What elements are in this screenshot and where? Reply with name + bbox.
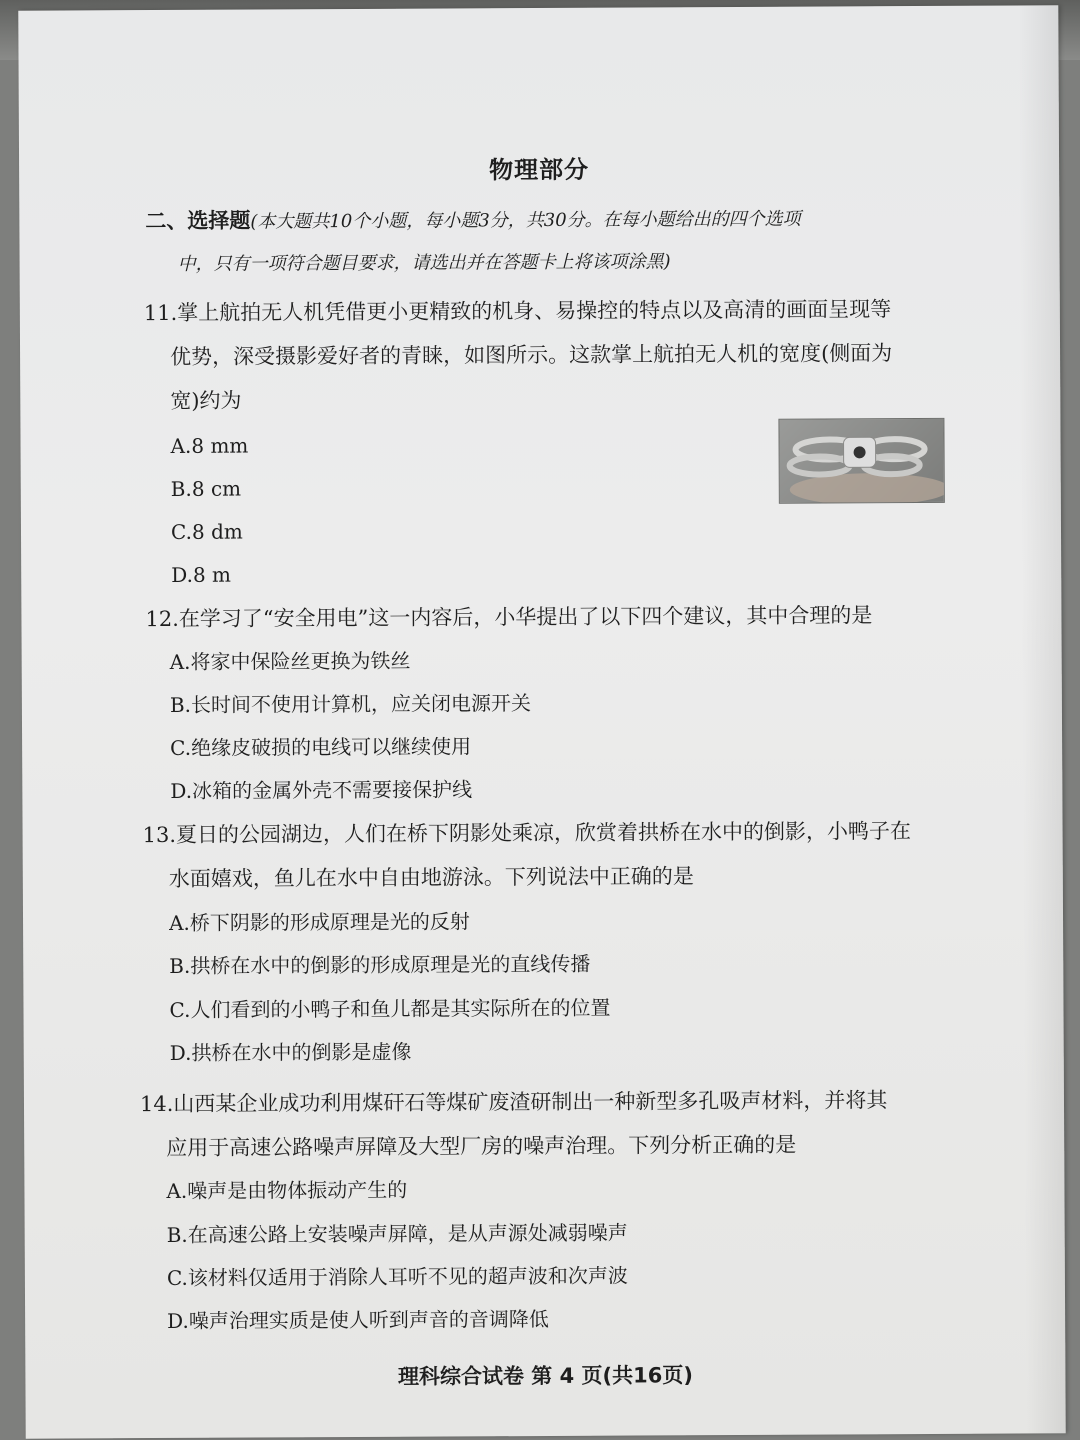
question-11-option-a: A.8 mm <box>170 433 249 458</box>
drone-illustration <box>779 419 943 503</box>
question-11-option-c: C.8 dm <box>170 519 243 544</box>
question-13-text-2: 水面嬉戏，鱼儿在水中自由地游泳。下列说法中正确的是 <box>168 864 694 891</box>
question-11-text-1: 11.掌上航拍无人机凭借更小更精致的机身、易操控的特点以及高清的画面呈现等 <box>143 297 892 326</box>
question-12-option-b: B.长时间不使用计算机，应关闭电源开关 <box>169 691 532 717</box>
question-13-option-a: A.桥下阴影的形成原理是光的反射 <box>168 909 470 935</box>
question-11-text-3: 宽)约为 <box>170 388 242 413</box>
question-12-option-c: C.绝缘皮破损的电线可以继续使用 <box>170 734 472 760</box>
question-11-option-b: B.8 cm <box>170 476 242 501</box>
page-content <box>18 5 1065 1438</box>
question-13-option-d: D.拱桥在水中的倒影是虚像 <box>169 1039 412 1065</box>
section-label: 二、选择题 <box>145 208 251 234</box>
page-footer: 理科综合试卷 第 4 页(共16页) <box>397 1363 693 1389</box>
question-13-option-b: B.拱桥在水中的倒影的形成原理是光的直线传播 <box>169 951 591 978</box>
question-11-option-d: D.8 m <box>171 562 232 587</box>
exam-sheet <box>18 5 1065 1438</box>
question-14-text-2: 应用于高速公路噪声屏障及大型厂房的噪声治理。下列分析正确的是 <box>166 1132 797 1160</box>
question-14-option-c: C.该材料仅适用于消除人耳听不见的超声波和次声波 <box>166 1263 628 1290</box>
section-instructions-1: (本大题共10个小题，每小题3分，共30分。在每小题给出的四个选项 <box>250 208 801 233</box>
section-instructions-2: 中，只有一项符合题目要求，请选出并在答题卡上将该项涂黑) <box>177 251 671 275</box>
page-title: 物理部分 <box>489 155 590 185</box>
question-11-text-2: 优势，深受摄影爱好者的青睐，如图所示。这款掌上航拍无人机的宽度(侧面为 <box>170 341 893 369</box>
question-14-option-b: B.在高速公路上安装噪声屏障，是从声源处减弱噪声 <box>166 1220 628 1247</box>
question-12-option-d: D.冰箱的金属外壳不需要接保护线 <box>170 777 473 803</box>
question-12-option-a: A.将家中保险丝更换为铁丝 <box>169 648 411 674</box>
drone-photo <box>778 418 944 504</box>
question-13-text-1: 13.夏日的公园湖边，人们在桥下阴影处乘凉，欣赏着拱桥在水中的倒影，小鸭子在 <box>142 819 912 848</box>
question-13-option-c: C.人们看到的小鸭子和鱼儿都是其实际所在的位置 <box>169 995 611 1022</box>
section-heading <box>145 204 800 237</box>
question-14-option-a: A.噪声是由物体振动产生的 <box>166 1177 408 1203</box>
question-14-option-d: D.噪声治理实质是使人听到声音的音调降低 <box>167 1306 549 1333</box>
question-12-text-1: 12.在学习了“安全用电”这一内容后，小华提出了以下四个建议，其中合理的是 <box>145 603 873 632</box>
question-14-text-1: 14.山西某企业成功利用煤矸石等煤矿废渣研制出一种新型多孔吸声材料，并将其 <box>139 1088 888 1117</box>
